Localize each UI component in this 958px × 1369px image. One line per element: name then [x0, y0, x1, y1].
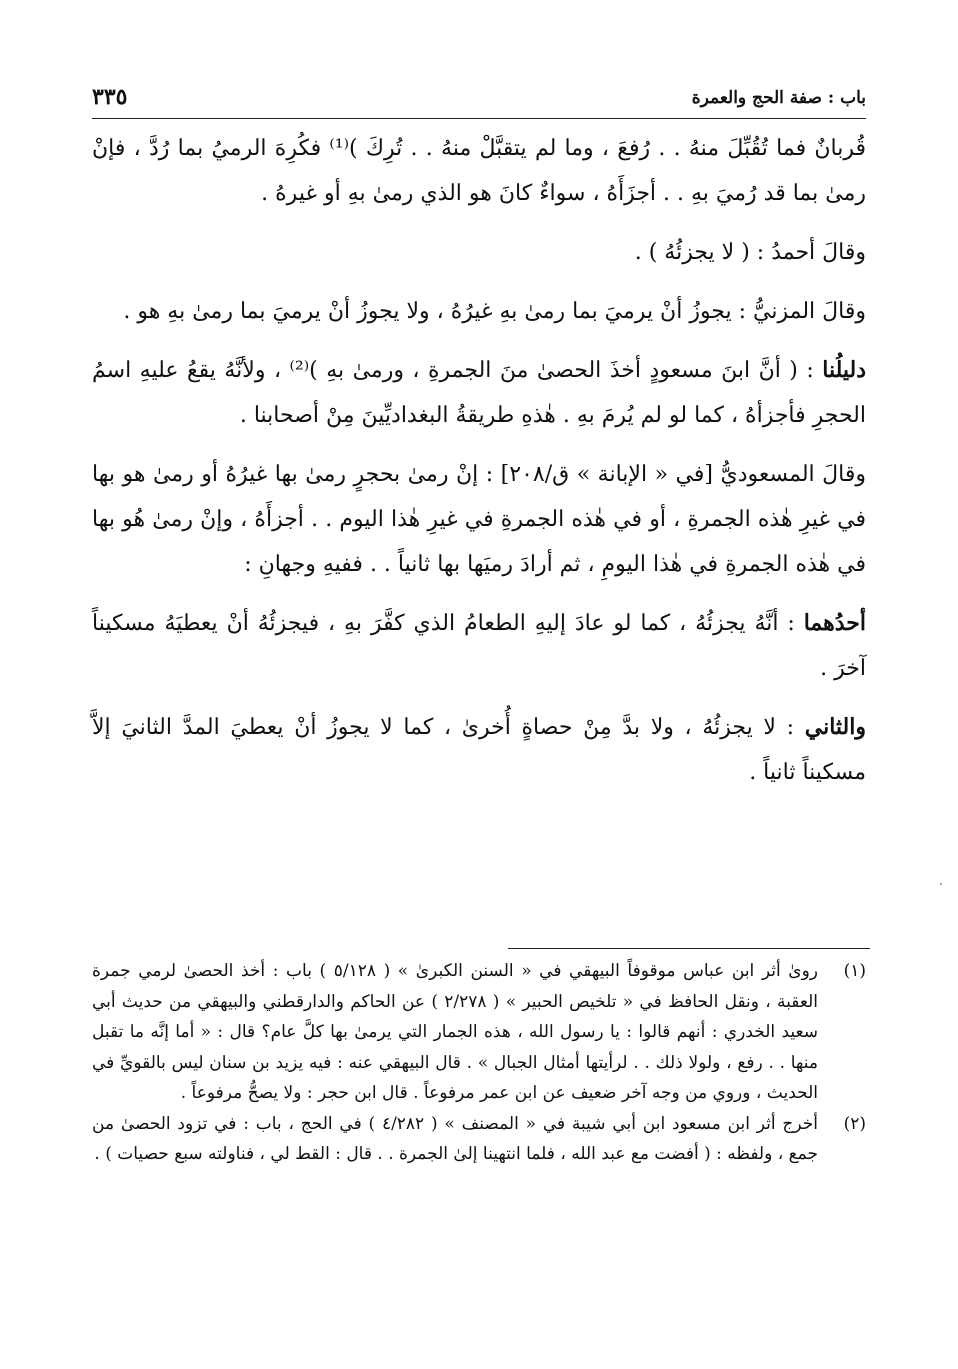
footnote-number: (٢): [843, 1113, 866, 1134]
page-number: ٣٣٥: [92, 84, 128, 110]
paragraph-lead: دليلُنا: [822, 357, 866, 383]
footnote-number: (١): [843, 961, 866, 981]
paragraph: قُربانٌ فما تُقُبِّلَ منهُ . . رُفعَ ، وما لم يتقبَّلْ منهُ . . تُرِكَ )⁽¹⁾ فكُرِهَ الرميُ بما رُدَّ ، فإنْ رمىٰ بما قد رُميَ بهِ . . أجزَأَهُ ، سواءٌ كانَ هو الذي رمىٰ بهِ أو غيرهُ .: [92, 136, 866, 206]
scan-speck: [940, 883, 942, 885]
paragraph: وقالَ المزنيُّ : يجوزُ أنْ يرميَ بما رمىٰ بهِ غيرُهُ ، ولا يجوزُ أنْ يرميَ بما رمىٰ بهِ هو .: [123, 299, 866, 324]
paragraph: دليلُنا : ( أنَّ ابنَ مسعودٍ أخذَ الحصىٰ منَ الجمرةِ ، ورمىٰ بهِ )⁽²⁾ ، ولأنَّهُ يقعُ عليهِ اسمُ الحجرِ فأجزأهُ ، كما لو لم يُرمَ بهِ . هٰذهِ طريقةُ البغداديِّينَ مِنْ أصحابنا .: [92, 357, 866, 428]
footnote: [92, 1109, 866, 1170]
header-rule: [92, 118, 866, 119]
paragraph-lead: والثاني: [804, 714, 866, 740]
footnote-text: روىٰ أثر ابن عباس موقوفاً البيهقي في « السنن الكبرىٰ » ( ٥/١٢٨ ) باب : أخذ الحصىٰ لرمي جمرة العقبة ، ونقل الحافظ في « تلخيص الحبير » ( ٢/٢٧٨ ) عن الحاكم والدارقطني والبيهقي من حديث أبي سعيد الخدري : أنهم قالوا : يا رسول الله ، هذه الجمار التي يرمىٰ بها كلَّ عام؟ قال : « أما إنَّه ما تقبل منها . . رفع ، ولولا ذلك . . لرأيتها أمثال الجبال » . قال البيهقي عنه : فيه يزيد بن سنان ليس بالقويِّ في الحديث ، وروي من وجه آخر ضعيف عن ابن عمر مرفوعاً . قال ابن حجر : ولا يصحُّ مرفوعاً .: [92, 961, 818, 1103]
paragraph: أحدُهما : أنَّهُ يجزئُهُ ، كما لو عادَ إليهِ الطعامُ الذي كفَّرَ بهِ ، فيجزئُهُ أنْ يعطيَهُ مسكيناً آخرَ .: [92, 610, 866, 681]
main-text: [92, 126, 866, 809]
paragraph-lead: أحدُهما: [803, 610, 866, 636]
footnotes: [92, 956, 866, 1170]
paragraph: وقالَ المسعوديُّ [في « الإبانة » ق/٢٠٨] : إنْ رمىٰ بحجرٍ رمىٰ بها غيرُهُ أو رمىٰ هو بها في غيرِ هٰذه الجمرةِ ، أو في هٰذه الجمرةِ في غيرِ هٰذا اليوم . . أجزأَهُ ، وإنْ رمىٰ هُو بها في هٰذه الجمرةِ في هٰذا اليومِ ، ثم أرادَ رميَها بها ثانياً . . ففيهِ وجهانِ :: [92, 462, 866, 577]
footnote: [92, 956, 866, 1109]
footnote-separator: [508, 948, 870, 949]
footnote-text: أخرج أثر ابن مسعود ابن أبي شيبة في « المصنف » ( ٤/٢٨٢ ) في الحج ، باب : في تزود الحصىٰ من جمع ، ولفظه : ( أفضت مع عبد الله ، فلما انتهينا إلىٰ الجمرة . . قال : القط لي ، فناولته سبع حصيات ) .: [92, 1113, 819, 1164]
paragraph: والثاني : لا يجزئُهُ ، ولا بدَّ مِنْ حصاةٍ أُخرىٰ ، كما لا يجوزُ أنْ يعطيَ المدَّ الثانيَ إلاَّ مسكيناً ثانياً .: [92, 714, 866, 785]
running-header: [92, 78, 866, 118]
paragraph: وقالَ أحمدُ : ( لا يجزئُهُ ) .: [634, 240, 866, 265]
chapter-title: باب : صفة الحج والعمرة: [691, 88, 866, 108]
